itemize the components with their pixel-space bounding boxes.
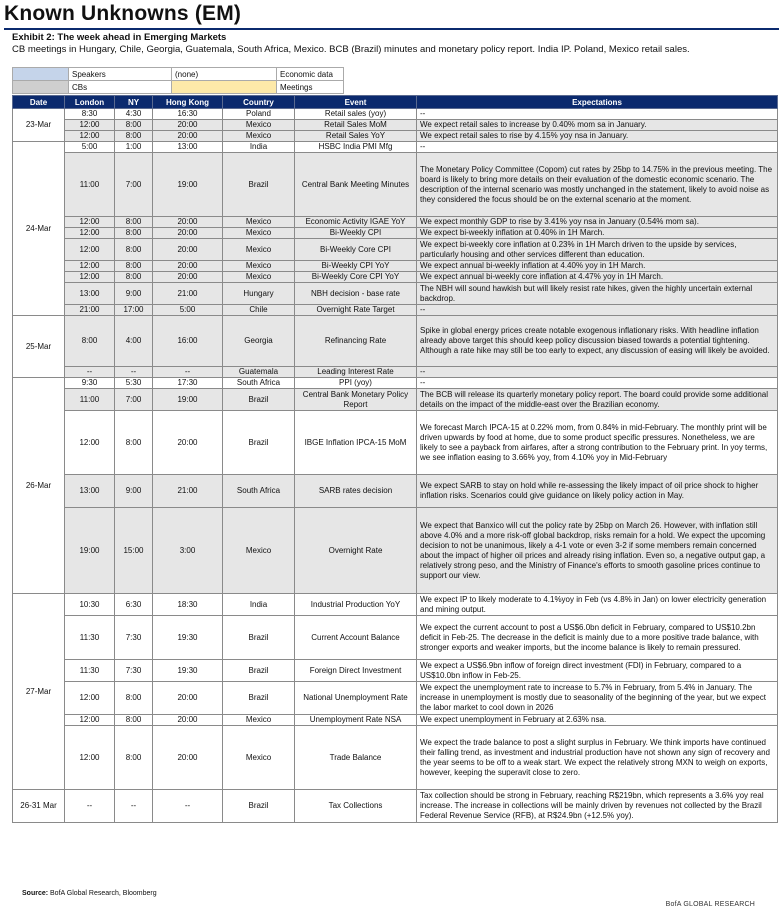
cell-london: -- xyxy=(65,367,115,378)
table-row xyxy=(13,142,778,153)
cell-hong-kong: 19:00 xyxy=(153,389,223,411)
cell-hong-kong: 5:00 xyxy=(153,305,223,316)
cell-event: Central Bank Monetary Policy Report xyxy=(295,389,417,411)
cell-event: Overnight Rate xyxy=(295,508,417,594)
cell-hong-kong: 20:00 xyxy=(153,239,223,261)
cell-hong-kong: 19:30 xyxy=(153,660,223,682)
cell-london: 12:00 xyxy=(65,261,115,272)
cell-event: Current Account Balance xyxy=(295,616,417,660)
cell-expectation: We expect retail sales to increase by 0.40% mom sa in January. xyxy=(417,120,778,131)
cell-event: Industrial Production YoY xyxy=(295,594,417,616)
source-label: Source: xyxy=(22,890,49,897)
cell-event: Central Bank Meeting Minutes xyxy=(295,153,417,217)
cell-london: 12:00 xyxy=(65,682,115,715)
legend-meetings-label: Meetings xyxy=(277,81,344,94)
table-row xyxy=(13,261,778,272)
table-row xyxy=(13,316,778,367)
table-row xyxy=(13,660,778,682)
table-header-row xyxy=(13,96,778,109)
cell-ny: 8:00 xyxy=(115,682,153,715)
cell-expectation: -- xyxy=(417,378,778,389)
cell-hong-kong: 17:30 xyxy=(153,378,223,389)
cell-country: Mexico xyxy=(223,228,295,239)
cell-london: 8:00 xyxy=(65,316,115,367)
table-row xyxy=(13,153,778,217)
table-row xyxy=(13,715,778,726)
cell-london: 12:00 xyxy=(65,715,115,726)
cell-london: 13:00 xyxy=(65,475,115,508)
table-row xyxy=(13,378,778,389)
cell-event: Overnight Rate Target xyxy=(295,305,417,316)
cell-ny: 8:00 xyxy=(115,726,153,790)
cell-expectation: We expect the current account to post a US$6.0bn deficit in February, compared to US$10.2bn deficit in Feb-25. The decrease in the deficit is mainly due to a more positive trade balance, with stronger exports and weaker imports, but the income balance is likely to remain pressured. xyxy=(417,616,778,660)
exhibit-header xyxy=(12,32,778,56)
cell-country: Mexico xyxy=(223,120,295,131)
cell-event: Retail sales (yoy) xyxy=(295,109,417,120)
cell-london: 11:30 xyxy=(65,616,115,660)
table-row xyxy=(13,475,778,508)
cell-ny: -- xyxy=(115,790,153,823)
cell-ny: -- xyxy=(115,367,153,378)
cell-london: 9:30 xyxy=(65,378,115,389)
table-row xyxy=(13,109,778,120)
cell-expectation: The Monetary Policy Committee (Copom) cut rates by 25bp to 14.75% in the previous meeting. The board is likely to bring more details on their evaluation of the domestic economic scenario. The description of the internal scenario was mostly unchanged in the statement, likely to avoid noise as they considered the focus should be on the external scenario at the moment. xyxy=(417,153,778,217)
cell-event: Bi-Weekly CPI xyxy=(295,228,417,239)
header-ny: NY xyxy=(115,96,153,109)
legend xyxy=(12,67,344,94)
table-row xyxy=(13,239,778,261)
cell-ny: 4:30 xyxy=(115,109,153,120)
cell-hong-kong: 3:00 xyxy=(153,508,223,594)
legend-econ-label: Economic data xyxy=(277,68,344,81)
cell-ny: 7:00 xyxy=(115,153,153,217)
cell-expectation: We expect bi-weekly core inflation at 0.23% in 1H March driven to the upside by services, particularly housing and other services different than education. xyxy=(417,239,778,261)
cell-country: Mexico xyxy=(223,272,295,283)
cell-country: Poland xyxy=(223,109,295,120)
cell-hong-kong: 20:00 xyxy=(153,217,223,228)
cell-ny: 7:00 xyxy=(115,389,153,411)
cell-country: South Africa xyxy=(223,378,295,389)
cell-ny: 9:00 xyxy=(115,475,153,508)
cell-event: National Unemployment Rate xyxy=(295,682,417,715)
table-row xyxy=(13,131,778,142)
cell-hong-kong: 20:00 xyxy=(153,272,223,283)
legend-swatch-speakers xyxy=(13,68,69,81)
cell-london: 12:00 xyxy=(65,120,115,131)
cell-ny: 8:00 xyxy=(115,217,153,228)
table-row xyxy=(13,228,778,239)
cell-country: Chile xyxy=(223,305,295,316)
cell-country: Mexico xyxy=(223,239,295,261)
header-expectations: Expectations xyxy=(417,96,778,109)
cell-london: 21:00 xyxy=(65,305,115,316)
header-london: London xyxy=(65,96,115,109)
cell-event: Unemployment Rate NSA xyxy=(295,715,417,726)
cell-date: 23-Mar xyxy=(13,109,65,142)
cell-expectation: We expect unemployment in February at 2.63% nsa. xyxy=(417,715,778,726)
cell-event: Foreign Direct Investment xyxy=(295,660,417,682)
cell-expectation: -- xyxy=(417,142,778,153)
cell-country: Brazil xyxy=(223,153,295,217)
cell-event: PPI (yoy) xyxy=(295,378,417,389)
cell-expectation: We forecast March IPCA-15 at 0.22% mom, from 0.84% in mid-February. The monthly print will be driven upwards by food at home, due to some product specific pressures. Nonetheless, we are likely to see a payback from airfares, after a strong contribution to the February print. In yoy terms, we see inflation easing to 3.66% yoy, from 4.10% yoy in Mid-February xyxy=(417,411,778,475)
source-text: BofA Global Research, Bloomberg xyxy=(50,890,157,897)
cell-country: South Africa xyxy=(223,475,295,508)
table-body xyxy=(13,109,778,823)
cell-hong-kong: 21:00 xyxy=(153,283,223,305)
header-event: Event xyxy=(295,96,417,109)
cell-ny: 8:00 xyxy=(115,715,153,726)
cell-ny: 7:30 xyxy=(115,616,153,660)
cell-country: Guatemala xyxy=(223,367,295,378)
cell-expectation: -- xyxy=(417,109,778,120)
cell-country: Georgia xyxy=(223,316,295,367)
source-note xyxy=(22,890,157,897)
cell-london: 12:00 xyxy=(65,217,115,228)
cell-event: Economic Activity IGAE YoY xyxy=(295,217,417,228)
cell-hong-kong: 20:00 xyxy=(153,726,223,790)
table-row xyxy=(13,389,778,411)
cell-london: 12:00 xyxy=(65,272,115,283)
cell-hong-kong: 21:00 xyxy=(153,475,223,508)
cell-hong-kong: 19:00 xyxy=(153,153,223,217)
cell-hong-kong: 16:30 xyxy=(153,109,223,120)
cell-expectation: We expect IP to likely moderate to 4.1%yoy in Feb (vs 4.8% in Jan) on lower electricity generation and mining output. xyxy=(417,594,778,616)
cell-hong-kong: 20:00 xyxy=(153,131,223,142)
cell-date: 26-Mar xyxy=(13,378,65,594)
cell-london: -- xyxy=(65,790,115,823)
cell-expectation: We expect monthly GDP to rise by 3.41% yoy nsa in January (0.54% mom sa). xyxy=(417,217,778,228)
table-row xyxy=(13,305,778,316)
cell-date: 26-31 Mar xyxy=(13,790,65,823)
cell-country: Brazil xyxy=(223,389,295,411)
table-row xyxy=(13,411,778,475)
cell-london: 5:00 xyxy=(65,142,115,153)
cell-london: 11:00 xyxy=(65,153,115,217)
table-row xyxy=(13,367,778,378)
cell-ny: 15:00 xyxy=(115,508,153,594)
page-title: Known Unknowns (EM) xyxy=(4,2,242,25)
cell-london: 11:30 xyxy=(65,660,115,682)
cell-expectation: The NBH will sound hawkish but will likely resist rate hikes, given the highly uncertain external backdrop. xyxy=(417,283,778,305)
cell-london: 12:00 xyxy=(65,726,115,790)
header-hong-kong: Hong Kong xyxy=(153,96,223,109)
cell-country: Mexico xyxy=(223,131,295,142)
table-row xyxy=(13,283,778,305)
cell-ny: 9:00 xyxy=(115,283,153,305)
cell-london: 12:00 xyxy=(65,411,115,475)
cell-ny: 7:30 xyxy=(115,660,153,682)
cell-ny: 1:00 xyxy=(115,142,153,153)
cell-hong-kong: 20:00 xyxy=(153,682,223,715)
cell-hong-kong: 20:00 xyxy=(153,261,223,272)
legend-speakers xyxy=(69,68,172,81)
cell-ny: 8:00 xyxy=(115,228,153,239)
header-date: Date xyxy=(13,96,65,109)
cell-country: Hungary xyxy=(223,283,295,305)
cell-ny: 5:30 xyxy=(115,378,153,389)
table-row xyxy=(13,616,778,660)
cell-country: Mexico xyxy=(223,715,295,726)
cell-expectation: -- xyxy=(417,305,778,316)
cell-expectation: We expect a US$6.9bn inflow of foreign direct investment (FDI) in February, compared to a US$10.0bn inflow in Feb-25. xyxy=(417,660,778,682)
cell-country: Brazil xyxy=(223,411,295,475)
cell-event: IBGE Inflation IPCA-15 MoM xyxy=(295,411,417,475)
table-row xyxy=(13,272,778,283)
cell-london: 19:00 xyxy=(65,508,115,594)
cell-expectation: We expect the trade balance to post a slight surplus in February. We think imports have continued their falling trend, as investment and industrial production have not shown any sign of recovery and the year seems to be off to a weak start. We expect the relatively strong MXN to weigh on exports, however, keeping the superavit close to zero. xyxy=(417,726,778,790)
cell-ny: 8:00 xyxy=(115,272,153,283)
cell-event: Trade Balance xyxy=(295,726,417,790)
exhibit-subtitle: CB meetings in Hungary, Chile, Georgia, Guatemala, South Africa, Mexico. BCB (Brazil) minutes and monetary policy report. India IP. Poland, Mexico retail sales. xyxy=(12,44,690,55)
cell-london: 11:00 xyxy=(65,389,115,411)
cell-expectation: We expect SARB to stay on hold while re-assessing the likely impact of oil price shock to higher inflation risks. Scenarios could give guidance on likely policy action in May. xyxy=(417,475,778,508)
legend-speakers-label: Speakers xyxy=(72,69,106,79)
cell-london: 12:00 xyxy=(65,131,115,142)
cell-hong-kong: 13:00 xyxy=(153,142,223,153)
cell-expectation: We expect bi-weekly inflation at 0.40% in 1H March. xyxy=(417,228,778,239)
cell-hong-kong: 16:00 xyxy=(153,316,223,367)
table-row xyxy=(13,726,778,790)
cell-country: India xyxy=(223,142,295,153)
cell-ny: 8:00 xyxy=(115,239,153,261)
cell-country: Brazil xyxy=(223,790,295,823)
cell-event: Retail Sales YoY xyxy=(295,131,417,142)
table-row xyxy=(13,790,778,823)
cell-expectation: Spike in global energy prices create notable exogenous inflationary risks. With headline inflation already above target this should keep policy discussion biased towards a potential tightening. Although a rate hike may still be too early to expect, any discussion of easing will likely be avoided. xyxy=(417,316,778,367)
legend-cbs-label: CBs xyxy=(69,81,172,94)
cell-ny: 8:00 xyxy=(115,131,153,142)
cell-london: 10:30 xyxy=(65,594,115,616)
cell-expectation: We expect the unemployment rate to increase to 5.7% in February, from 5.4% in January. The increase in unemployment is mostly due to seasonality of the beginning of the year, but we expect the labor market to cool down in 2026 xyxy=(417,682,778,715)
cell-hong-kong: 18:30 xyxy=(153,594,223,616)
cell-country: Mexico xyxy=(223,261,295,272)
cell-hong-kong: -- xyxy=(153,367,223,378)
cell-country: Brazil xyxy=(223,660,295,682)
cell-event: HSBC India PMI Mfg xyxy=(295,142,417,153)
table-row xyxy=(13,217,778,228)
table-row xyxy=(13,682,778,715)
table-row xyxy=(13,508,778,594)
cell-event: SARB rates decision xyxy=(295,475,417,508)
cell-london: 12:00 xyxy=(65,228,115,239)
cell-hong-kong: 20:00 xyxy=(153,120,223,131)
title-rule xyxy=(4,28,779,30)
cell-event: Tax Collections xyxy=(295,790,417,823)
cell-country: Brazil xyxy=(223,682,295,715)
cell-expectation: We expect annual bi-weekly core inflation at 4.47% yoy in 1H March. xyxy=(417,272,778,283)
brand-footer: BofA GLOBAL RESEARCH xyxy=(665,901,755,908)
cell-london: 13:00 xyxy=(65,283,115,305)
cell-event: Retail Sales MoM xyxy=(295,120,417,131)
cell-ny: 8:00 xyxy=(115,120,153,131)
cell-hong-kong: -- xyxy=(153,790,223,823)
cell-london: 8:30 xyxy=(65,109,115,120)
table-row xyxy=(13,120,778,131)
cell-hong-kong: 20:00 xyxy=(153,715,223,726)
cell-expectation: We expect annual bi-weekly inflation at 4.40% yoy in 1H March. xyxy=(417,261,778,272)
cell-expectation: We expect retail sales to rise by 4.15% yoy nsa in January. xyxy=(417,131,778,142)
cell-ny: 6:30 xyxy=(115,594,153,616)
cell-ny: 17:00 xyxy=(115,305,153,316)
cell-ny: 4:00 xyxy=(115,316,153,367)
cell-hong-kong: 19:30 xyxy=(153,616,223,660)
cell-country: Mexico xyxy=(223,508,295,594)
cell-date: 24-Mar xyxy=(13,142,65,316)
cell-date: 25-Mar xyxy=(13,316,65,378)
cell-expectation: Tax collection should be strong in February, reaching R$219bn, which represents a 3.6% yoy real increase. The increase in collections will be mainly driven by revenues not collected by the Brazil Federal Revenue Service (RFB), at R$24.9bn (+12.5% yoy). xyxy=(417,790,778,823)
cell-event: Bi-Weekly Core CPI YoY xyxy=(295,272,417,283)
cell-london: 12:00 xyxy=(65,239,115,261)
cell-event: Refinancing Rate xyxy=(295,316,417,367)
cell-event: Leading Interest Rate xyxy=(295,367,417,378)
cell-country: Mexico xyxy=(223,726,295,790)
calendar-table xyxy=(12,95,778,823)
cell-ny: 8:00 xyxy=(115,411,153,475)
cell-country: Brazil xyxy=(223,616,295,660)
exhibit-title: Exhibit 2: The week ahead in Emerging Markets xyxy=(12,32,227,43)
table-row xyxy=(13,594,778,616)
cell-hong-kong: 20:00 xyxy=(153,228,223,239)
legend-swatch-cbs xyxy=(13,81,69,94)
cell-expectation: -- xyxy=(417,367,778,378)
cell-date: 27-Mar xyxy=(13,594,65,790)
cell-country: Mexico xyxy=(223,217,295,228)
legend-swatch-meetings xyxy=(172,81,277,94)
cell-expectation: We expect that Banxico will cut the policy rate by 25bp on March 26. However, with inflation still above 4.0% and a more risk-off global backdrop, risks remain for a hold. We expect the upcoming decision to not be unanimous, likely a 4-1 vote or even 3-2 if some members remain concerned about the impact of higher oil prices and already rising inflation. Even so, a negative output gap, a relatively strong peso, and the Ministry of Finance's efforts to smooth gasoline prices continue to support our view. xyxy=(417,508,778,594)
cell-expectation: The BCB will release its quarterly monetary policy report. The board could provide some additional details on the impact of the middle-east over the Brazilian economy. xyxy=(417,389,778,411)
cell-event: NBH decision - base rate xyxy=(295,283,417,305)
cell-country: India xyxy=(223,594,295,616)
cell-hong-kong: 20:00 xyxy=(153,411,223,475)
cell-event: Bi-Weekly CPI YoY xyxy=(295,261,417,272)
legend-speakers-value: (none) xyxy=(172,68,277,81)
cell-event: Bi-Weekly Core CPI xyxy=(295,239,417,261)
header-country: Country xyxy=(223,96,295,109)
cell-ny: 8:00 xyxy=(115,261,153,272)
